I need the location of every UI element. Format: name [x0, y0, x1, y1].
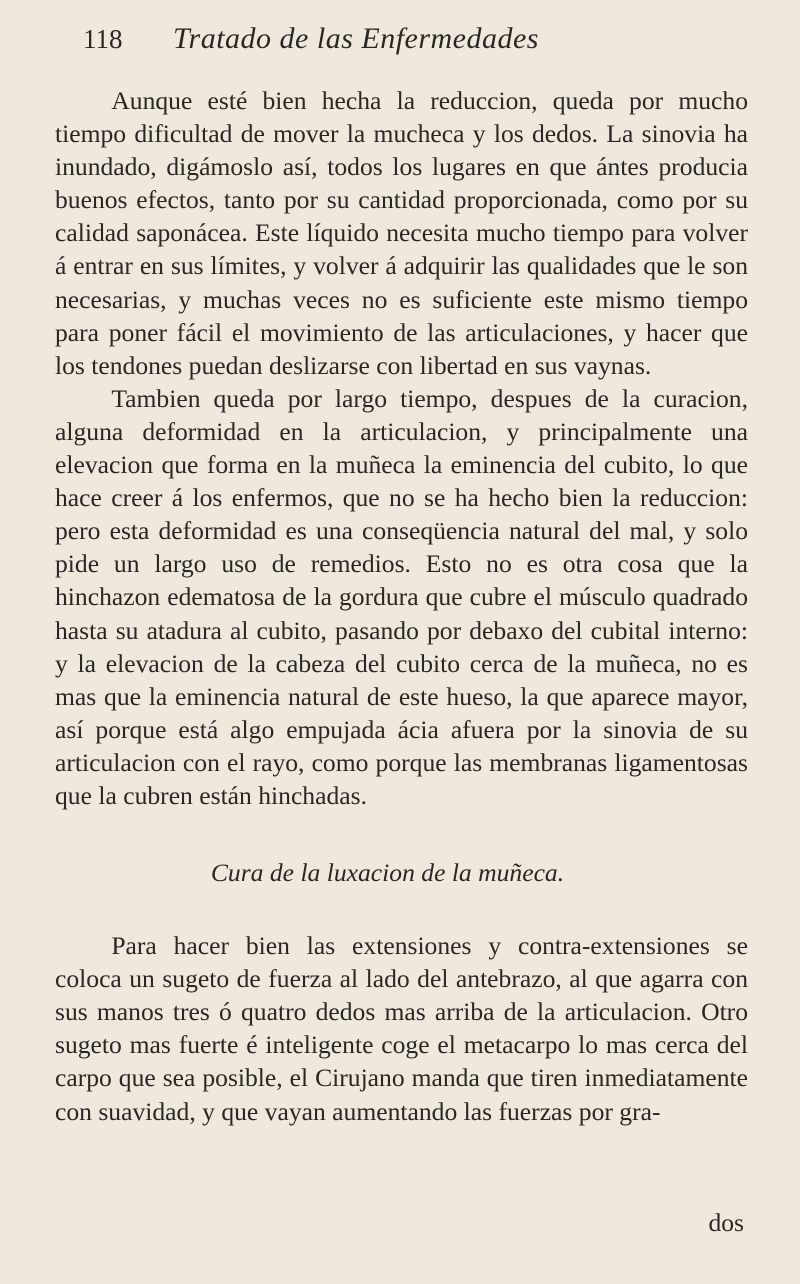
section-heading: Cura de la luxacion de la muñeca. — [210, 858, 565, 888]
page-header — [55, 22, 748, 70]
paragraph-reduction: Aunque esté bien hecha la reduccion, queda por mucho tiempo dificultad de mover la mucheca y los dedos. La sinovia ha inundado, digámoslo así, todos los lugares en que ántes producia buenos efectos, tanto por su cantidad proporcionada, como por su calidad saponácea. Este líquido necesita mucho tiempo para volver á entrar en sus límites, y volver á adquirir las qualidades que le son necesarias, y muchas veces no es suficiente este mismo tiempo para poner fácil el movimiento de las articulaciones, y hacer que los tendones puedan deslizarse con libertad en sus vaynas. — [55, 86, 748, 380]
running-title: Tratado de las Enfermedades — [173, 22, 539, 55]
page-number: 118 — [83, 24, 123, 54]
catchword: dos — [708, 1208, 744, 1237]
paragraph-deformity: Tambien queda por largo tiempo, despues de la curacion, alguna deformidad en la articulacion, y principalmente una elevacion que forma en la muñeca la eminencia del cubito, lo que hace creer á los enfermos, que no se ha hecho bien la reduccion: pero esta deformidad es una conseqüencia natural del mal, y solo pide un largo uso de remedios. Esto no es otra cosa que la hinchazon edematosa de la gordura que cubre el músculo quadrado hasta su atadura al cubito, pasando por debaxo del cubital interno: y la elevacion de la cabeza del cubito cerca de la muñeca, no es mas que la eminencia natural de este hueso, la que aparece mayor, así porque está algo empujada ácia afuera por la sinovia de su articulacion con el rayo, como porque las membranas ligamentosas que la cubren están hinchadas. — [55, 383, 748, 810]
paragraph-treatment: Para hacer bien las extensiones y contra-extensiones se coloca un sugeto de fuerza al lado del antebrazo, al que agarra con sus manos tres ó quatro dedos mas arriba de la articulacion. Otro sugeto mas fuerte é inteligente coge el metacarpo lo mas cerca del carpo que sea posible, el Cirujano manda que tiren inmediatamente con suavidad, y que vayan aumentando las fuerzas por gra- — [55, 931, 748, 1126]
